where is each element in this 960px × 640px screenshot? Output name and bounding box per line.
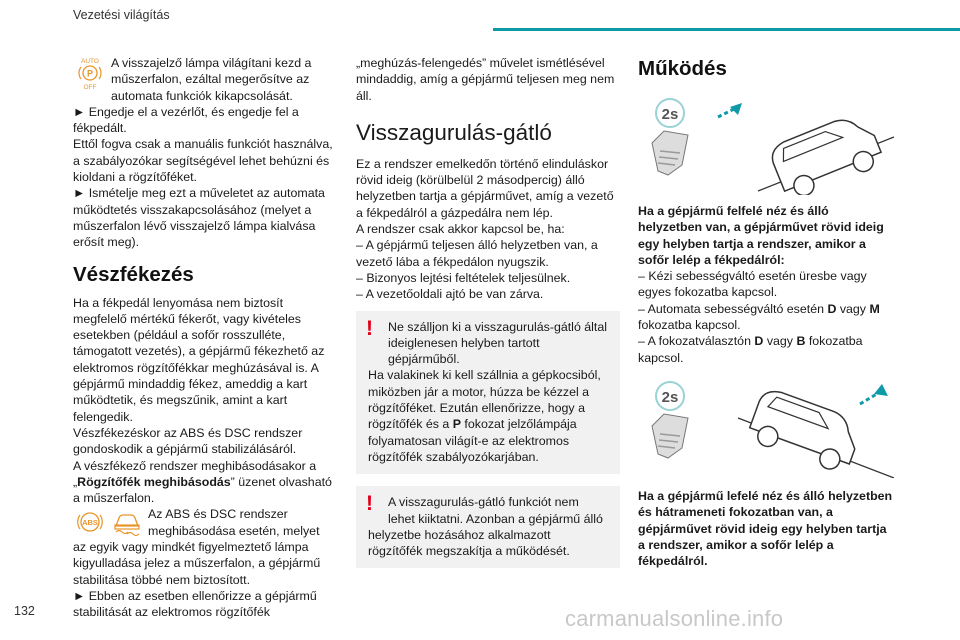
heading-operation: Működés <box>638 57 727 80</box>
svg-text:P: P <box>86 68 94 79</box>
column-3 <box>638 55 894 569</box>
watermark: carmanualsonline.info <box>565 606 784 631</box>
off-label: OFF <box>83 84 97 90</box>
auto-off-indicator-icon <box>73 56 107 90</box>
list-item <box>638 333 894 366</box>
list-item: – Kézi sebességváltó esetén üresbe vagy egyes fokozatba kapcsol. <box>638 269 867 300</box>
failure-message-text <box>73 458 335 507</box>
l3-mid: vagy <box>763 334 797 349</box>
heading-hill-start-assist: Visszagurulás-gátló <box>356 119 552 145</box>
downhill-illustration <box>638 378 894 478</box>
heading-emergency-braking: Vészfékezés <box>73 262 194 286</box>
conditions-list <box>356 237 620 302</box>
uphill-description: Ha a gépjármű felfelé néz és álló helyzetben van, a gépjárművet rövid ideig egy helyben tartja a rendszer, amikor a sofőr lelép a fékpedálról: <box>638 204 884 267</box>
l2-pre: – Automata sebességváltó esetén <box>638 301 828 316</box>
downhill-car-diagram <box>638 378 894 478</box>
warning-2-first: A visszagurulás-gátló funkciót nem lehet kiiktatni. Azonban a gépjármű álló <box>388 495 603 526</box>
uphill-illustration <box>638 95 894 195</box>
conditions-intro: A rendszer csak akkor kapcsol be, ha: <box>356 222 565 237</box>
w1-pre: Ha valakinek ki kell szállnia a gépkocsiból, miközben jár a motor, húzza be kézzel a rögzítőféket. Ezután ellenőrizze, hogy a rögzítőfék és a <box>368 368 601 432</box>
column-2 <box>356 55 620 568</box>
abs-dsc-failure-text: Az ABS és DSC rendszer meghibásodása esetén, melyet az egyik vagy mindkét figyelmeztető lámpa kigyulladása jelez a műszerfalon, a gépjármű stabilitása többé nem biztosított. <box>73 507 321 587</box>
downhill-description: Ha a gépjármű lefelé néz és álló helyzetben és hátrameneti fokozatban van, a gépjárművet rövid ideig egy helyben tartja a rendszer, amikor a sofőr lelép a fékpedálról. <box>638 488 893 569</box>
warning-2-rest: helyzetbe hozásához alkalmazott rögzítőfék megszakítja a működését. <box>368 527 570 559</box>
auto-off-text: A visszajelző lámpa világítani kezd a műszerfalon, ezáltal megerősítve az automata funkciók kikapcsolását. <box>111 56 312 103</box>
l3-post: fokozatba kapcsol. <box>638 334 863 365</box>
instruction-repeat: ► Ismételje meg ezt a műveletet az automata működtetés visszakapcsolásához (melyet a műszerfalon lévő visszajelző lámpa kialvása erősít meg). <box>73 186 325 250</box>
gear-d: D <box>827 301 837 316</box>
instruction-release-control: ► Engedje el a vezérlőt, és engedje fel a fékpedált. <box>73 104 299 136</box>
failure-pre: A vészfékező rendszer meghibásodásakor a „ <box>73 458 317 489</box>
dsc-warning-icon <box>110 506 144 538</box>
warning-icon: ! <box>366 316 373 340</box>
abs-dsc-text: Vészfékezéskor az ABS és DSC rendszer gondoskodik a gépjármű stabilizálásáról. <box>73 425 303 457</box>
uphill-car-diagram <box>638 95 894 195</box>
gear-b: B <box>796 334 806 349</box>
warning-icon: ! <box>366 492 373 516</box>
w1-bold: P <box>452 417 461 432</box>
abs-label: ABS <box>82 518 98 528</box>
continued-text: „meghúzás-felengedés” művelet ismétlésével mindaddig, amíg a gépjármű teljesen meg nem áll. <box>356 56 615 103</box>
timer-badge: 2s <box>661 106 679 123</box>
gear-d: D <box>754 334 764 349</box>
list-item: – A gépjármű teljesen álló helyzetben van, a vezető lába a fékpedálon nyugszik. <box>356 238 598 269</box>
header-accent-bar <box>493 28 960 31</box>
l2-post: fokozatba kapcsol. <box>638 318 741 333</box>
l3-pre: – A fokozatválasztón <box>638 334 755 349</box>
warning-note-2 <box>356 486 620 568</box>
hill-assist-description: Ez a rendszer emelkedőn történő elinduláskor rövid ideig (körülbelül 2 másodpercig) álló helyzetben tartja a gépjárművet, amíg a vezető a fékpedálról a gázpedálra nem lép. <box>356 156 614 220</box>
failure-message-bold: Rögzítőfék meghibásodás <box>77 474 231 489</box>
instruction-check-stability: ► Ebben az esetben ellenőrizze a gépjármű stabilitását az elektromos rögzítőfék <box>73 588 317 620</box>
page-number: 132 <box>14 604 35 618</box>
emergency-braking-text: Ha a fékpedál lenyomása nem biztosít megfelelő mértékű fékerőt, vagy kivételes esetekben (például a sofőr rosszulléte, támogatott vezetés), a gépjármű fékezhető az elektromos rögzítőfékkar meghúzásával is. A gépjármű mindaddig fékez, ameddig a kart működtetik, és megszűnik, amint a kart felengedik. <box>73 295 325 424</box>
abs-dsc-failure-paragraph <box>73 506 335 587</box>
warning-note-1 <box>356 311 620 475</box>
timer-badge: 2s <box>661 388 679 406</box>
list-item <box>638 301 894 334</box>
l2-mid: vagy <box>836 301 870 316</box>
failure-post: ” üzenet olvasható a műszerfalon. <box>73 474 332 506</box>
gear-m: M <box>869 301 880 316</box>
warning-1-rest <box>368 367 608 465</box>
list-item: – A vezetőoldali ajtó be van zárva. <box>356 287 544 302</box>
w1-post: fokozat jelzőlámpája folyamatosan világít-e az elektromos rögzítőfék szabályozókarjában. <box>368 417 577 464</box>
section-header: Vezetési világítás <box>73 8 170 22</box>
column-1 <box>73 55 335 621</box>
auto-off-paragraph <box>73 55 335 104</box>
manual-mode-text: Ettől fogva csak a manuális funkciót használva, a szabályozókar segítségével lehet behúzni és kioldani a rögzítőféket. <box>73 137 333 185</box>
list-item: – Bizonyos lejtési feltételek teljesülnek. <box>356 270 571 285</box>
warning-1-first: Ne szálljon ki a visszagurulás-gátló által ideiglenesen helyben tartott gépjárműből. <box>388 319 608 367</box>
auto-label: AUTO <box>81 58 99 65</box>
abs-warning-icon <box>73 506 107 538</box>
